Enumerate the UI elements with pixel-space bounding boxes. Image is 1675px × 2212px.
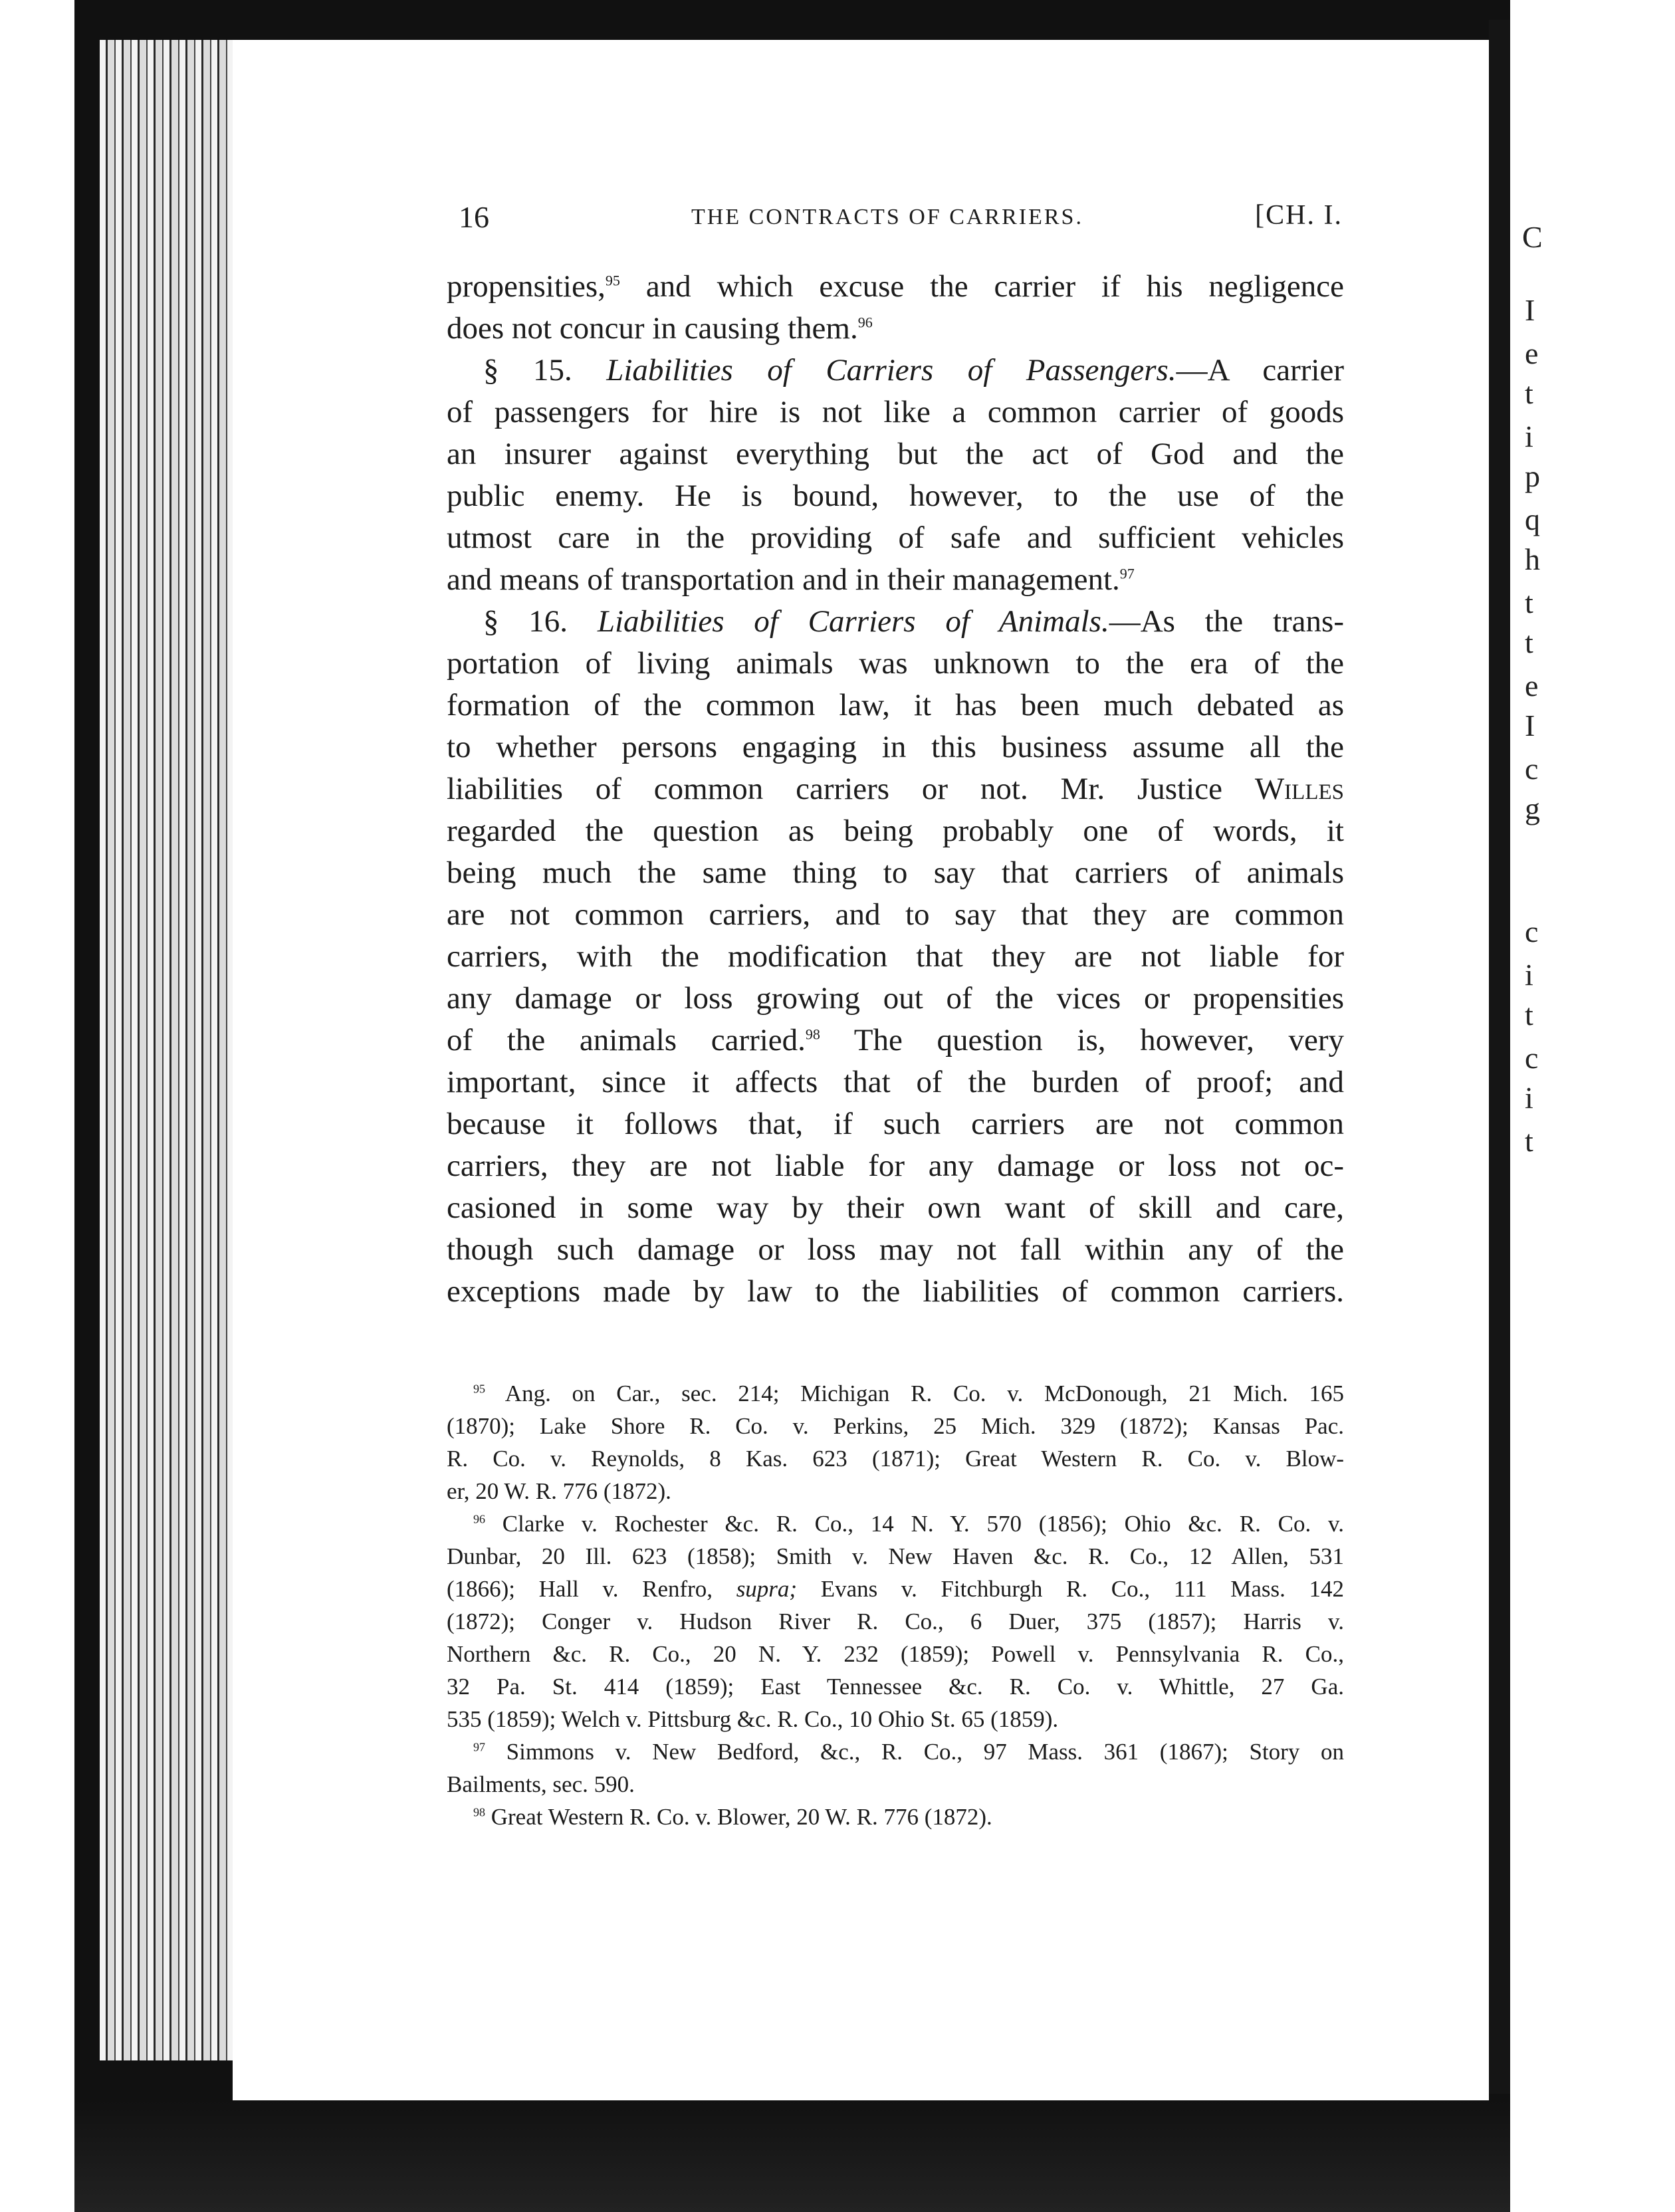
facing-page-char: c [1525,915,1539,948]
facing-page-char: q [1525,502,1540,536]
facing-page-char: t [1525,1124,1533,1158]
page-title: THE CONTRACTS OF CARRIERS. [691,205,1083,229]
text-line: liabilities of common carriers or not. Mr. Justice Willes [447,772,1344,806]
facing-page-char: c [1525,1041,1539,1075]
facing-page-char: e [1525,669,1539,703]
footnote-line: (1872); Conger v. Hudson River R. Co., 6 Duer, 375 (1857); Harris v. [447,1608,1344,1634]
facing-page-char: h [1525,542,1540,576]
footnote-marker: 96 [857,314,873,331]
footnote-line: R. Co. v. Reynolds, 8 Kas. 623 (1871); Great Western R. Co. v. Blow- [447,1446,1344,1472]
footnote-line: $^{97}$ Simmons v. New Bedford, &c., R. Co., 97 Mass. 361 (1867); Story on [473,1739,1344,1765]
footnote-line: er, 20 W. R. 776 (1872). [447,1478,671,1504]
footnote-marker: 98 [805,1026,820,1043]
running-head [459,199,1343,246]
chapter-reference: [CH. I. [1255,200,1343,231]
facing-page-char: I [1525,709,1535,742]
section-heading-15: § 15. Liabilities of Carriers of Passengers.—A carrier [483,353,1345,387]
footnote-line: (1870); Lake Shore R. Co. v. Perkins, 25 Mich. 329 (1872); Kansas Pac. [447,1413,1344,1439]
footnote-number: 98 [473,1805,485,1819]
footnote-line: $^{95}$ Ang. on Car., sec. 214; Michigan R. Co. v. McDonough, 21 Mich. 165 [473,1381,1344,1406]
footnote-95 [447,1377,1344,1507]
facing-page-char: e [1525,336,1539,370]
footnote-line: Bailments, sec. 590. [447,1771,635,1797]
text-line: and means of transportation and in their management.$^{97}$ [447,562,1135,597]
text-line: being much the same thing to say that carriers of animals [447,855,1344,890]
footnote-number: 96 [473,1512,485,1526]
text-line: utmost care in the providing of safe and sufficient vehicles [447,520,1344,555]
footnotes [447,1377,1344,1833]
text-line: of the animals carried.$^{98}$ The question is, however, very [447,1023,1344,1057]
facing-page-char: p [1525,459,1540,493]
page-number: 16 [459,200,489,234]
footnote-line: 535 (1859); Welch v. Pittsburg &c. R. Co., 10 Ohio St. 65 (1859). [447,1706,1059,1732]
facing-page-char: C [1522,220,1543,254]
facing-page-char: t [1525,376,1533,410]
facing-page-char: c [1525,752,1539,786]
book-gutter [1489,20,1510,2094]
facing-page-char: t [1525,625,1533,659]
footnote-number: 95 [473,1382,485,1396]
footnote-line: 32 Pa. St. 414 (1859); East Tennessee &c. R. Co. v. Whittle, 27 Ga. [447,1674,1344,1700]
facing-page-char: I [1525,293,1535,327]
book-page-edges [100,40,233,2060]
text-line: of passengers for hire is not like a common carrier of goods [447,395,1344,429]
text-line: are not common carriers, and to say that they are common [447,897,1344,932]
text-line: to whether persons engaging in this business assume all the [447,730,1344,764]
text-line: important, since it affects that of the burden of proof; and [447,1065,1344,1099]
facing-page-char: t [1525,998,1533,1032]
text-line: propensities,$^{95}$ and which excuse the carrier if his negligence [447,269,1344,304]
footnote-line: (1866); Hall v. Renfro, supra; Evans v. Fitchburgh R. Co., 111 Mass. 142 [447,1576,1344,1602]
text-line: an insurer against everything but the act of God and the [447,437,1344,471]
text-line: casioned in some way by their own want of skill and care, [447,1190,1344,1225]
footnote-marker: 95 [605,272,620,289]
section-heading-16: § 16. Liabilities of Carriers of Animals.—As the trans- [483,604,1344,639]
scan-bottom-edge [74,2100,1510,2212]
body-text [447,266,1344,1313]
text-line: carriers, with the modification that they are not liable for [447,939,1344,974]
text-line: formation of the common law, it has been much debated as [447,688,1344,722]
facing-page-char: i [1525,958,1533,992]
text-line: though such damage or loss may not fall within any of the [447,1232,1344,1267]
text-line: does not concur in causing them.$^{96}$ [447,311,873,346]
text-line: public enemy. He is bound, however, to the use of the [447,479,1344,513]
facing-page-char: i [1525,1081,1533,1115]
footnote-marker: 97 [1119,565,1135,582]
footnote-line: $^{96}$ Clarke v. Rochester &c. R. Co., 14 N. Y. 570 (1856); Ohio &c. R. Co. v. [473,1511,1344,1537]
facing-page-char: g [1525,792,1540,826]
text-line: portation of living animals was unknown to the era of the [447,646,1344,681]
facing-page-char: t [1525,586,1533,619]
footnote-line: Northern &c. R. Co., 20 N. Y. 232 (1859); Powell v. Pennsylvania R. Co., [447,1641,1344,1667]
footnote-number: 97 [473,1740,485,1754]
footnote-96 [447,1507,1344,1735]
footnote-line: Dunbar, 20 Ill. 623 (1858); Smith v. New Haven &c. R. Co., 12 Allen, 531 [447,1543,1344,1569]
text-line: carriers, they are not liable for any damage or loss not oc- [447,1149,1344,1183]
facing-page-char: i [1525,419,1533,453]
text-line: because it follows that, if such carriers are not common [447,1107,1344,1141]
footnote-98 [447,1801,1344,1833]
footnote-line: $^{98}$ Great Western R. Co. v. Blower, 20 W. R. 776 (1872). [473,1804,992,1830]
footnote-97 [447,1735,1344,1801]
facing-page-fragment [1510,27,1675,2212]
text-line: exceptions made by law to the liabilities of common carriers. [447,1274,1344,1309]
text-line: regarded the question as being probably one of words, it [447,814,1344,848]
text-line: any damage or loss growing out of the vices or propensities [447,981,1344,1016]
